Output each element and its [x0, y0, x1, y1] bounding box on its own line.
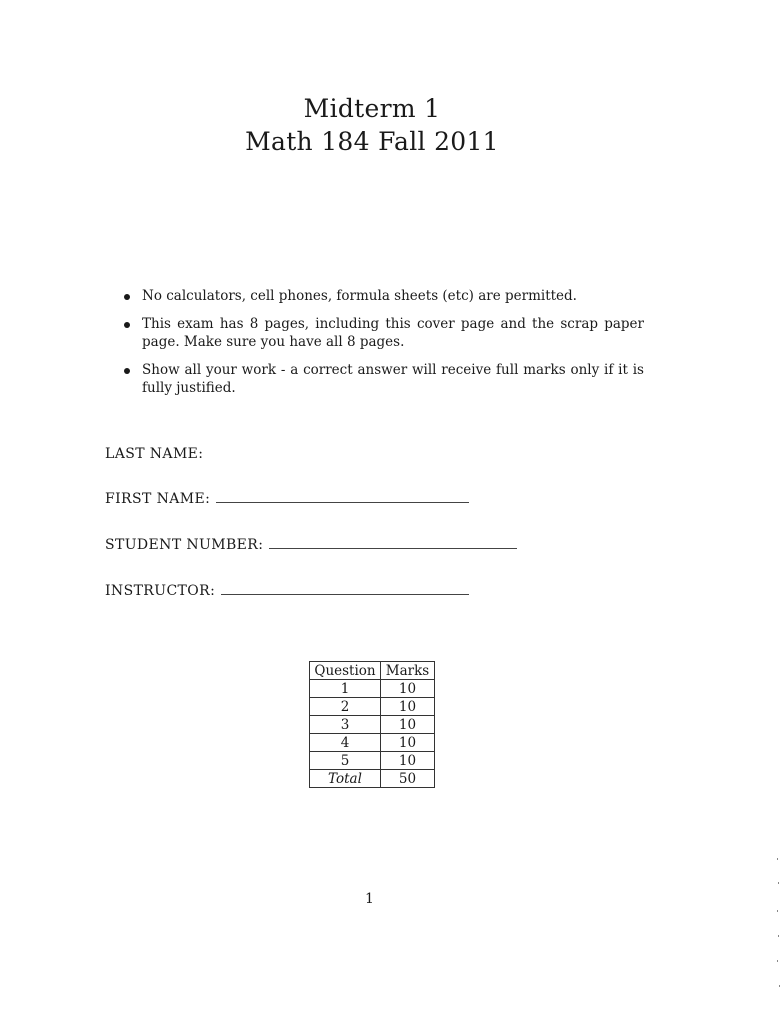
- table-row: [310, 734, 435, 752]
- table-row: [310, 716, 435, 734]
- scan-speck: [778, 882, 779, 884]
- scan-speck: [777, 858, 778, 860]
- instruction-item: No calculators, cell phones, formula sheets (etc) are permitted.: [124, 287, 644, 305]
- first-name-blank: [216, 501, 469, 503]
- table-row: [310, 680, 435, 698]
- marks-cell: 10: [381, 698, 435, 716]
- instructions-list: [124, 287, 644, 407]
- student-number-field: [105, 537, 517, 553]
- instruction-item: This exam has 8 pages, including this cover page and the scrap paper page. Make sure you have all 8 pages.: [124, 315, 644, 351]
- bullet-icon: [124, 322, 130, 328]
- question-cell: 4: [310, 734, 381, 752]
- question-cell: 2: [310, 698, 381, 716]
- course-title: Math 184 Fall 2011: [245, 127, 499, 156]
- exam-title: Midterm 1: [303, 94, 441, 123]
- total-label: Total: [310, 770, 381, 788]
- page-number: 1: [365, 891, 374, 907]
- bullet-icon: [124, 294, 130, 300]
- scan-speck: [777, 960, 778, 962]
- column-header: Question: [310, 662, 381, 680]
- student-number-label: STUDENT NUMBER:: [105, 537, 264, 553]
- first-name-field: [105, 491, 469, 507]
- question-cell: 5: [310, 752, 381, 770]
- marks-cell: 10: [381, 680, 435, 698]
- table-row: [310, 752, 435, 770]
- last-name-label: LAST NAME:: [105, 446, 204, 462]
- bullet-icon: [124, 368, 130, 374]
- total-value: 50: [381, 770, 435, 788]
- marks-cell: 10: [381, 716, 435, 734]
- question-cell: 3: [310, 716, 381, 734]
- column-header: Marks: [381, 662, 435, 680]
- instructor-blank: [221, 593, 469, 595]
- table-header-row: [310, 662, 435, 680]
- scan-speck: [778, 935, 779, 937]
- marks-cell: 10: [381, 734, 435, 752]
- instruction-item: Show all your work - a correct answer will receive full marks only if it is fully justified.: [124, 361, 644, 397]
- marks-cell: 10: [381, 752, 435, 770]
- marks-table: [309, 661, 435, 788]
- instructor-field: [105, 583, 469, 599]
- first-name-label: FIRST NAME:: [105, 491, 211, 507]
- instructor-label: INSTRUCTOR:: [105, 583, 216, 599]
- table-row: [310, 698, 435, 716]
- total-row: [310, 770, 435, 788]
- question-cell: 1: [310, 680, 381, 698]
- last-name-field: [105, 446, 203, 462]
- student-number-blank: [269, 547, 517, 549]
- scan-speck: [779, 985, 780, 987]
- scan-speck: [777, 910, 778, 912]
